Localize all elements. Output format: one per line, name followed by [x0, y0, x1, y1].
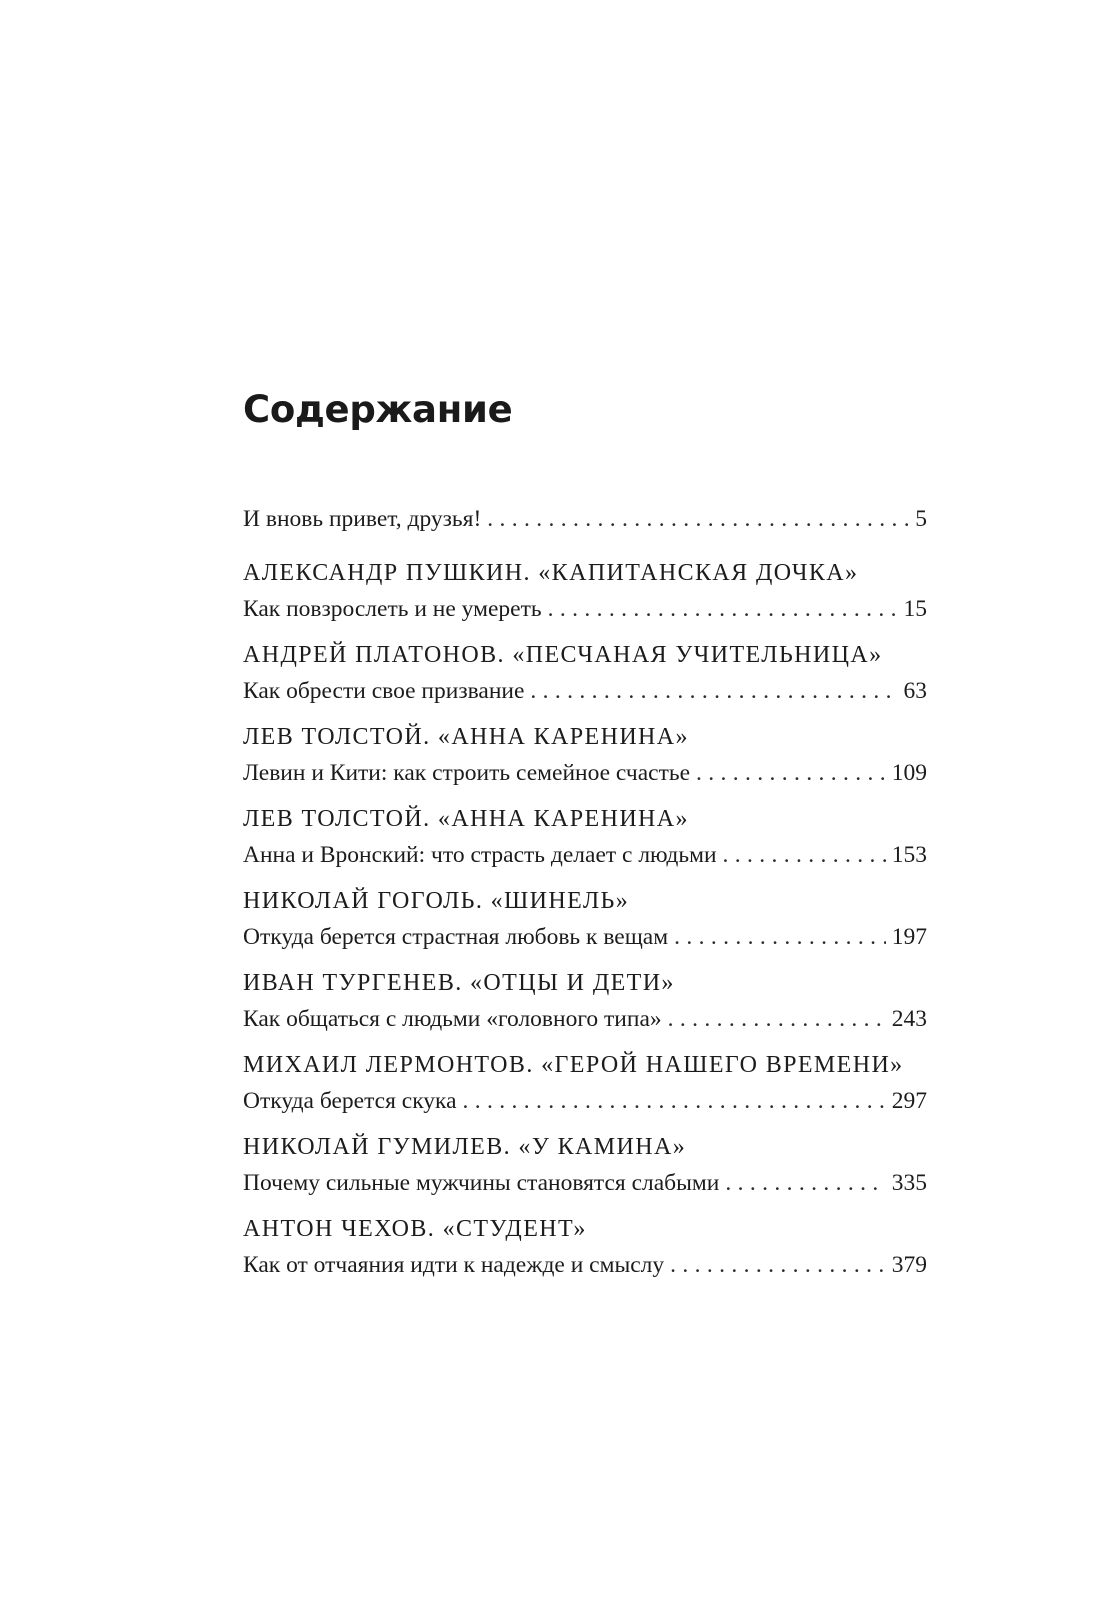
- dot-leader: [463, 1085, 886, 1117]
- toc-entry-label: Почему сильные мужчины становятся слабыми: [243, 1170, 720, 1196]
- toc-entry[interactable]: [243, 1085, 927, 1117]
- toc-section-heading: ЛЕВ ТОЛСТОЙ. «АННА КАРЕНИНА»: [243, 806, 689, 832]
- toc-entry[interactable]: [243, 593, 927, 625]
- toc-entry[interactable]: [243, 757, 927, 789]
- toc-section-heading: НИКОЛАЙ ГОГОЛЬ. «ШИНЕЛЬ»: [243, 888, 630, 914]
- dot-leader: [674, 921, 886, 953]
- toc-entry-label: И вновь привет, друзья!: [243, 506, 482, 532]
- toc-page-number: 297: [891, 1088, 927, 1114]
- toc-entry[interactable]: [243, 1167, 927, 1199]
- dot-leader: [670, 1249, 886, 1281]
- toc-section-heading: АЛЕКСАНДР ПУШКИН. «КАПИТАНСКАЯ ДОЧКА»: [243, 560, 859, 586]
- toc-section: [243, 881, 927, 953]
- toc-entry-label: Как обрести свое призвание: [243, 678, 525, 704]
- dot-leader: [696, 757, 886, 789]
- toc-page-number: 335: [891, 1170, 927, 1196]
- toc-entry[interactable]: [243, 1003, 927, 1035]
- toc-section-heading: ИВАН ТУРГЕНЕВ. «ОТЦЫ И ДЕТИ»: [243, 970, 675, 996]
- toc-section: [243, 1045, 927, 1117]
- toc-page-number: 63: [903, 678, 927, 704]
- toc-entry-label: Откуда берется страстная любовь к вещам: [243, 924, 669, 950]
- toc-entry[interactable]: [243, 921, 927, 953]
- dot-leader: [668, 1003, 886, 1035]
- dot-leader: [723, 839, 886, 871]
- toc-section-heading: АНТОН ЧЕХОВ. «СТУДЕНТ»: [243, 1216, 587, 1242]
- dot-leader: [548, 593, 898, 625]
- page-title: Содержание: [243, 388, 513, 431]
- toc-page-number: 5: [915, 506, 927, 532]
- toc-section-heading: НИКОЛАЙ ГУМИЛЕВ. «У КАМИНА»: [243, 1134, 687, 1160]
- toc-page-number: 379: [891, 1252, 927, 1278]
- toc-page-number: 153: [891, 842, 927, 868]
- toc-section: [243, 635, 927, 707]
- dot-leader: [725, 1167, 885, 1199]
- toc-entry-label: Как от отчаяния идти к надежде и смыслу: [243, 1252, 665, 1278]
- toc-entry[interactable]: [243, 1249, 927, 1281]
- toc-page-number: 109: [891, 760, 927, 786]
- toc-entry-label: Анна и Вронский: что страсть делает с людьми: [243, 842, 717, 868]
- toc-page-number: 197: [891, 924, 927, 950]
- toc-section-heading: ЛЕВ ТОЛСТОЙ. «АННА КАРЕНИНА»: [243, 724, 689, 750]
- toc-entry-label: Откуда берется скука: [243, 1088, 457, 1114]
- toc-section: [243, 963, 927, 1035]
- toc-entry-label: Как общаться с людьми «головного типа»: [243, 1006, 662, 1032]
- dot-leader: [487, 503, 909, 535]
- toc-section: [243, 553, 927, 625]
- dot-leader: [530, 675, 897, 707]
- toc-page-number: 15: [903, 596, 927, 622]
- toc-entry-label: Как повзрослеть и не умереть: [243, 596, 542, 622]
- toc-section: [243, 799, 927, 871]
- toc-section: [243, 717, 927, 789]
- toc-page-number: 243: [891, 1006, 927, 1032]
- toc-entry-label: Левин и Кити: как строить семейное счастье: [243, 760, 690, 786]
- toc-section: [243, 1127, 927, 1199]
- toc-entry[interactable]: [243, 675, 927, 707]
- toc-section-heading: МИХАИЛ ЛЕРМОНТОВ. «ГЕРОЙ НАШЕГО ВРЕМЕНИ»: [243, 1052, 904, 1078]
- toc-entry-intro[interactable]: [243, 503, 927, 535]
- toc-section-heading: АНДРЕЙ ПЛАТОНОВ. «ПЕСЧАНАЯ УЧИТЕЛЬНИЦА»: [243, 642, 883, 668]
- toc-entry[interactable]: [243, 839, 927, 871]
- toc-section: [243, 1209, 927, 1281]
- table-of-contents: [243, 503, 927, 1281]
